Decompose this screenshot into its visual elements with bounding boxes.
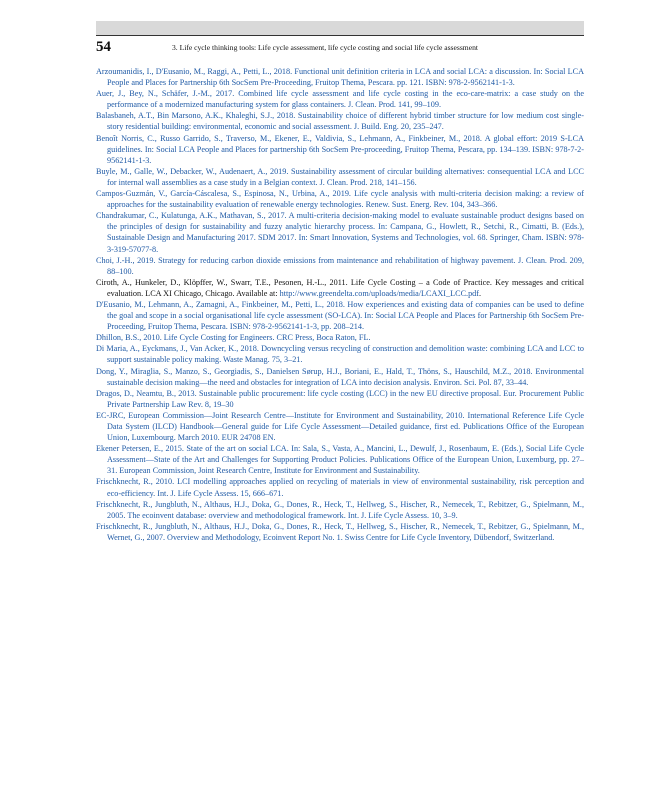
reference-item[interactable]: Frischknecht, R., Jungbluth, N., Althaus, H.J., Doka, G., Dones, R., Heck, T., Hellweg, S., Hischer, R., Nemecek, T., Rebitzer, G., Spielmann, M., Wernet, G., 2007. Overview and Methodology, Ecoinvent Report No. 1. Swiss Centre for Life Cycle Inventory, Dübendorf, Switzerland.	[96, 521, 584, 542]
reference-item	[96, 277, 584, 299]
reference-item[interactable]: Dhillon, B.S., 2010. Life Cycle Costing for Engineers. CRC Press, Boca Raton, FL.	[96, 333, 371, 343]
reference-item[interactable]: Buyle, M., Galle, W., Debacker, W., Audenaert, A., 2019. Sustainability assessment of circular building alternatives: consequential LCA and LCC for internal wall assemblies as a case study in a Belgian context. J. Clean. Prod. 218, 141–156.	[96, 166, 584, 187]
reference-item[interactable]: Dragos, D., Neamtu, B., 2013. Sustainable public procurement: life cycle costing (LCC) in the new EU directive proposal. Eur. Procurement Public Private Partnership Law Rev. 8, 19–30	[96, 388, 584, 409]
running-title: 3. Life cycle thinking tools: Life cycle assessment, life cycle costing and social life cycle assessment	[172, 43, 478, 52]
reference-item[interactable]: Di Maria, A., Eyckmans, J., Van Acker, K., 2018. Downcycling versus recycling of construction and demolition waste: combining LCA and LCC to support sustainable policy making. Waste Manag. 75, 3–21.	[96, 344, 584, 365]
header-band	[96, 21, 584, 35]
reference-tail: .	[479, 288, 482, 298]
reference-item[interactable]: EC-JRC, European Commission—Joint Research Centre—Institute for Environment and Sustainability, 2010. International Reference Life Cycle Data System (ILCD) Handbook—General guide for Life Cycle Assessment—Detailed guidance, first ed. Publications Office of the European Union, Luxembourg. March 2010. EUR 24708 EN.	[96, 410, 584, 443]
page-header	[96, 35, 584, 56]
reference-item[interactable]: Choi, J.-H., 2019. Strategy for reducing carbon dioxide emissions from maintenance and rehabilitation of highway pavement. J. Clean. Prod. 209, 88–100.	[96, 255, 584, 276]
reference-item[interactable]: Auer, J., Bey, N., Schäfer, J.-M., 2017. Combined life cycle assessment and life cycle costing in the eco-care-matrix: a case study on the performance of a modernized manufacturing system for glass containers. J. Clean. Prod. 141, 99–109.	[96, 89, 584, 110]
reference-item[interactable]: Benoît Norris, C., Russo Garrido, S., Traverso, M., Ekener, E., Valdivia, S., Lehmann, A., Finkbeiner, M., 2018. A global effort: 2019 S-LCA guidelines. In: Social LCA People and Places for partnership 6th SocSem Pre-proceeding, Fruitop Thema, Pescara, pp. 134–139. ISBN: 978-7-2-9562141-1-3.	[96, 133, 584, 165]
page-number: 54	[96, 39, 111, 55]
reference-item[interactable]: Balasbaneh, A.T., Bin Marsono, A.K., Khaleghi, S.J., 2018. Sustainability choice of different hybrid timber structure for low medium cost single-story residential building: environmental, economic and social assessment. J. Build. Eng. 20, 235–247.	[96, 111, 584, 132]
reference-item[interactable]: Dong, Y., Miraglia, S., Manzo, S., Georgiadis, S., Danielsen Sørup, H.J., Boriani, E., Hald, T., Thöns, S., Hauschild, M.Z., 2018. Environmental sustainable decision making—the need and obstacles for integration of LCA into decision analysis. Environ. Sci. Pol. 87, 33–44.	[96, 366, 584, 387]
reference-list	[96, 66, 584, 543]
reference-item[interactable]: Chandrakumar, C., Kulatunga, A.K., Mathavan, S., 2017. A multi-criteria decision-making model to evaluate sustainable product designs based on the principles of design for sustainability and fuzzy analytic hierarchy process. In: Campana, G., Howlett, R., Setchi, R., Cimatti, B. (Eds.), Sustainable Design and Manufacturing 2017. SDM 2017. In: Smart Innovation, Systems and Technologies, vol. 68. Springer, Cham. ISBN: 978-3-319-57077-8.	[96, 211, 584, 254]
reference-item[interactable]: Arzoumanidis, I., D'Eusanio, M., Raggi, A., Petti, L., 2018. Functional unit definition criteria in LCA and social LCA: a discussion. In: Social LCA People and Places for Partnership 6th SocSem Pre-Proceeding, Fruitop Thema, Pescara. pp. 121. ISBN: 978-2-9562141-1-3.	[96, 67, 584, 88]
reference-url-link[interactable]: http://www.greendelta.com/uploads/media/LCAXI_LCC.pdf	[279, 288, 479, 298]
reference-item[interactable]: Frischknecht, R., 2010. LCI modelling approaches applied on recycling of materials in view of environmental sustainability, risk perception and eco-efficiency. Int. J. Life Cycle Assess. 15, 666–671.	[96, 477, 584, 498]
reference-item[interactable]: D'Eusanio, M., Lehmann, A., Zamagni, A., Finkbeiner, M., Petti, L., 2018. How experiences and existing data of companies can be used to define the goal and scope in a social organisational life cycle assessment (SO-LCA). In: Social LCA People and Places for Partnership 6th SocSem Pre-Proceeding, Fruitop Thema, Pescara. ISBN: 978-2-9562141-1-3, pp. 208–214.	[96, 299, 584, 332]
reference-item[interactable]: Frischknecht, R., Jungbluth, N., Althaus, H.J., Doka, G., Dones, R., Heck, T., Hellweg, S., Hischer, R., Nemecek, T., Rebitzer, G., Spielmann, M., 2005. The ecoinvent database: overview and methodological framework. Int. J. Life Cycle Assess. 10, 3–9.	[96, 499, 584, 520]
reference-text: Ciroth, A., Hunkeler, D., Klöpffer, W., Swarr, T.E., Pesonen, H.-L., 2011. Life Cycle Costing – a Code of Practice. Key messages and critical evaluation. LCA XI Chicago, Chicago. Available at:	[96, 277, 584, 298]
reference-item[interactable]: Ekener Petersen, E., 2015. State of the art on social LCA. In: Sala, S., Vasta, A., Mancini, L., Dewulf, J., Rosenbaum, E. (Eds.), Social Life Cycle Assessment—State of the Art and Challenges for Supporting Product Policies. Publications Office of the European Union, Luxemburg, pp. 27–31. European Commission, Joint Research Centre, Institute for Environment and Sustainability.	[96, 444, 584, 476]
reference-item[interactable]: Campos-Guzmán, V., García-Cáscalesa, S., Espinosa, N., Urbina, A., 2019. Life cycle analysis with multi-criteria decision making: a review of approaches for the sustainability evaluation of renewable energy technologies. Renew. Sust. Energ. Rev. 104, 343–366.	[96, 189, 584, 210]
